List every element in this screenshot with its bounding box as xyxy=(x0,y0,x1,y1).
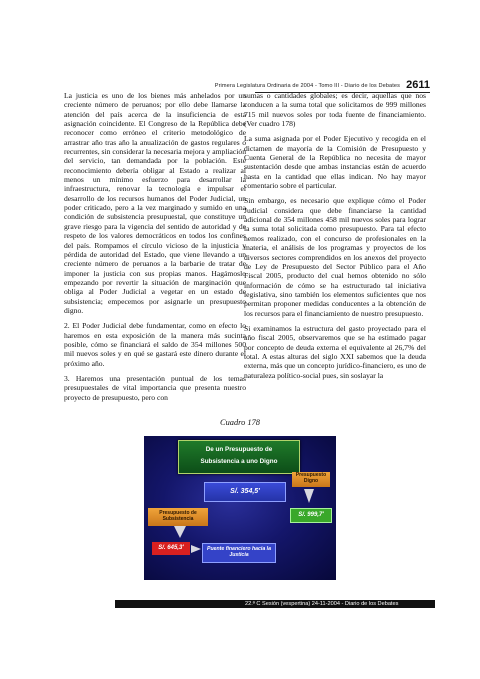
figure-title-line1: De un Presupuesto de xyxy=(205,446,273,453)
paragraph: Si examinamos la estructura del gasto proyectado para el año fiscal 2005, observaremos que se ha estimado pagar por concepto de deuda externa el equivalente al 26,7% del total. A estas alturas del siglo XXI sabemos que la deuda externa, más que un concepto jurídico-financiero, es uno de naturaleza político-social pues, sin soslayar la xyxy=(244,323,426,380)
digno-label-box: Presupuesto Digno xyxy=(292,472,330,487)
difference-value-box: S/. 354,5' xyxy=(204,482,286,502)
paragraph: 3. Haremos una presentación puntual de los temas presupuestales de vital importancia que presenta nuestro proyecto de presupuesto, pero con xyxy=(64,373,246,402)
left-column xyxy=(64,91,246,408)
figure-caption: Cuadro 178 xyxy=(220,418,260,427)
figure-title-box xyxy=(178,440,300,474)
digno-value-box: S/. 999,7' xyxy=(290,508,332,523)
subsistencia-label-box: Presupuesto de Subsistencia xyxy=(148,508,208,526)
paragraph: La suma asignada por el Poder Ejecutivo y recogida en el dictamen de mayoría de la Comisión de Presupuesto y Cuenta General de la República no necesita de mayor sustentación desde que ambas instancias están de acuerdo hasta en la cantidad que ellas indican. No hay mayor comentario sobre el particular. xyxy=(244,134,426,191)
arrow-right-icon xyxy=(191,545,201,553)
arrow-down-icon xyxy=(174,526,186,538)
budget-figure xyxy=(144,436,336,580)
figure-title-line2: Subsistencia a uno Digno xyxy=(200,458,278,465)
subsistencia-value-box: S/. 645,3' xyxy=(152,542,190,555)
footer-text: 22.ª C Sesión (vespertina) 24-11-2004 - Diario de los Debates xyxy=(245,600,399,607)
footer-bar xyxy=(115,600,435,608)
page-number: 2611 xyxy=(406,79,430,91)
paragraph: 2. El Poder Judicial debe fundamentar, como en efecto lo haremos en esta exposición de la manera más sucinta posible, cómo se financiará el saldo de 354 millones 500 mil nuevos soles y en qué se gastará este dinero durante el próximo año. xyxy=(64,321,246,368)
paragraph: sumas o cantidades globales; es decir, aquellas que nos conducen a la suma total que solicitamos de 999 millones 715 mil nuevos soles por toda fuente de financiamiento. (Ver cuadro 178) xyxy=(244,91,426,129)
paragraph: La justicia es uno de los bienes más anhelados por un creciente número de peruanos; por ello debe llamarse la atención del país acerca de la insuficiencia de esta asignación coincidente. El Congreso de la República debe reconocer como erróneo el criterio metodológico de arrastrar año tras año la anualización de gastos regulares o recurrentes, sin considerar la necesaria mejora y ampliación del servicio, tan demandada por la población. Este reconocimiento debería obligar al Estado a realizar al menos un mínimo esfuerzo para desarrollar la infraestructura, renovar la tecnología e impulsar el desarrollo de los recursos humanos del Poder Judicial, un poder criticado, pero a la vez marginado y sumido en una condición de subsistencia presupuestal, que constituye un grave riesgo para la vigencia del sentido de autoridad y de respeto de los valores democráticos en todos los confines del país. Rompamos el círculo vicioso de la injusticia y pérdida de autoridad del Estado, que viene llevando a un creciente número de peruanos a la barbarie de tratar de imponer la justicia con sus propias manos. Hagámoslo empezando por revertir la situación de marginación que obliga al Poder Judicial a vegetar en un estado de subsistencia; empecemos por asignarle un presupuesto digno. xyxy=(64,91,246,315)
right-column xyxy=(244,91,426,386)
bridge-box: Puente financiero hacia la Justicia xyxy=(202,543,276,563)
paragraph: Sin embargo, es necesario que explique cómo el Poder Judicial considera que debe financiarse la cantidad adicional de 354 millones 458 mil nuevos soles para lograr la suma total solicitada como presupuesto. Para tal efecto hemos realizado, con el concurso de profesionales en la materia, el análisis de los programas y proyectos de los diversos sectores comprendidos en los anexos del proyecto de Ley de Presupuesto del Sector Público para el Año Fiscal 2005, producto del cual hemos obtenido no sólo información de cómo se ha estructurado tal iniciativa legislativa, sino también los elementos suficientes que nos permitan proponer medidas conducentes a la obtención de los recursos para el financiamiento de nuestro presupuesto. xyxy=(244,196,426,318)
running-title: Primera Legislatura Ordinaria de 2004 - Tomo III - Diario de los Debates xyxy=(214,83,400,89)
arrow-down-icon xyxy=(304,489,314,503)
